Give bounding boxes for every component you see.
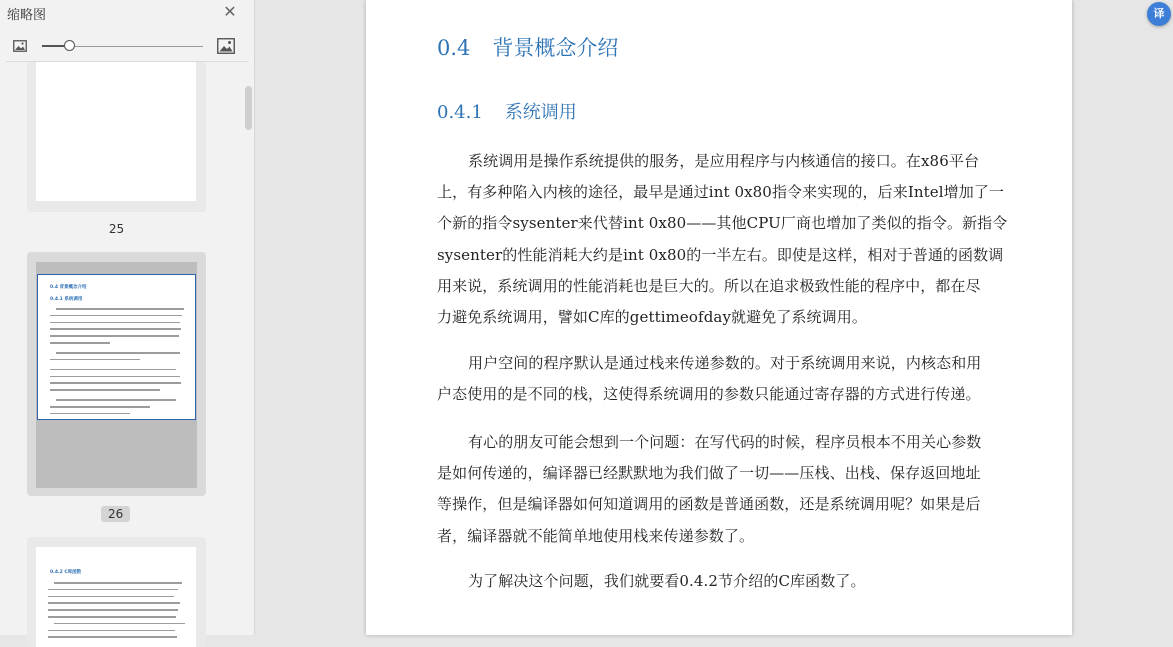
thumbnail-text-line	[48, 596, 174, 598]
thumbnail-page-image	[36, 547, 196, 647]
paragraph-3-line: 等操作，但是编译器如何知道调用的函数是普通函数，还是系统调用呢？如果是后	[437, 495, 981, 514]
document-page	[366, 0, 1072, 635]
thumbnail-text-line	[50, 382, 181, 384]
thumbnail-page-number: 25	[108, 222, 125, 236]
paragraph-1-line: 系统调用是操作系统提供的服务，是应用程序与内核通信的接口。在x86平台	[468, 152, 980, 170]
paragraph-1-line: 个新的指令sysenter来代替int 0x80——其他CPU厂商也增加了类似的指令。新指令	[437, 214, 1008, 233]
thumbnail-text-line	[50, 315, 182, 317]
thumbnail-text-line	[50, 413, 130, 415]
subsection-title: 系统调用	[504, 102, 577, 123]
thumbnail-text-line	[56, 399, 176, 401]
section-heading	[437, 32, 618, 62]
thumbnail-text-line	[50, 328, 181, 330]
paragraph-1-line: 上，有多种陷入内核的途径，最早是通过int 0x80指令来实现的，后来Intel增加了一	[437, 183, 1005, 202]
thumbnail-page-number-selected: 26	[101, 506, 130, 522]
thumbnail-page-27[interactable]	[27, 537, 206, 647]
thumbnail-heading: 0.4 背景概念介绍	[50, 285, 87, 290]
thumbnail-text-line	[50, 376, 180, 378]
thumbnail-sidebar	[0, 0, 255, 635]
section-number: 0.4	[437, 36, 471, 60]
thumbnail-text-line	[54, 582, 182, 584]
paragraph-3-line: 者，编译器就不能简单地使用栈来传递参数了。	[437, 526, 755, 545]
thumbnail-text-line	[48, 609, 178, 611]
subsection-number: 0.4.1	[437, 102, 483, 123]
image-large-icon[interactable]	[217, 38, 235, 54]
thumbnail-text-line	[48, 602, 180, 604]
subsection-heading	[437, 98, 577, 124]
thumbnail-page-image	[37, 274, 196, 420]
sidebar-scrollbar[interactable]	[245, 86, 252, 130]
thumbnail-text-line	[56, 308, 184, 310]
paragraph-3-line: 是如何传递的，编译器已经默默地为我们做了一切——压栈、出栈、保存返回地址	[437, 464, 981, 483]
paragraph-1-line: 用来说，系统调用的性能消耗也是巨大的。所以在追求极致性能的程序中，都在尽	[437, 276, 981, 295]
thumbnail-text-line	[56, 352, 180, 354]
thumbnail-text-line	[50, 335, 179, 337]
translate-icon[interactable]: 译	[1147, 2, 1171, 26]
thumbnail-text-line	[50, 359, 140, 361]
section-title: 背景概念介绍	[492, 36, 619, 60]
zoom-slider-thumb[interactable]	[64, 40, 75, 51]
thumbnail-page-26[interactable]	[27, 252, 206, 496]
paragraph-2-line: 用户空间的程序默认是通过栈来传递参数的。对于系统调用来说，内核态和用	[468, 354, 982, 372]
thumbnail-text-line	[48, 616, 176, 618]
thumbnail-text-line	[48, 636, 177, 638]
sidebar-title: 缩略图	[7, 8, 47, 23]
thumbnail-page-25[interactable]	[27, 62, 206, 212]
image-small-icon[interactable]	[13, 40, 27, 52]
thumbnail-zoom-control	[0, 36, 255, 58]
close-icon[interactable]: ✕	[223, 2, 237, 21]
thumbnail-text-line	[48, 630, 175, 632]
thumbnail-text-line	[50, 369, 176, 371]
paragraph-1-line: 力避免系统调用，譬如C库的gettimeofday就避免了系统调用。	[437, 308, 867, 326]
paragraph-4-line: 为了解决这个问题，我们就要看0.4.2节介绍的C库函数了。	[468, 572, 866, 590]
paragraph-2-line: 户态使用的是不同的栈，这使得系统调用的参数只能通过寄存器的方式进行传递。	[437, 385, 981, 404]
thumbnail-text-line	[50, 406, 150, 408]
thumbnail-subheading: 0.4.1 系统调用	[50, 297, 83, 302]
paragraph-1-line: sysenter的性能消耗大约是int 0x80的一半左右。即使是这样，相对于普通的函数调	[437, 245, 1004, 264]
thumbnail-text-line	[50, 342, 110, 344]
thumbnail-text-line	[54, 623, 185, 625]
thumbnail-text-line	[50, 322, 180, 324]
thumbnail-page-image	[36, 62, 196, 201]
paragraph-3-line: 有心的朋友可能会想到一个问题：在写代码的时候，程序员根本不用关心参数	[468, 433, 982, 451]
thumbnail-text-line	[50, 389, 160, 391]
thumbnail-text-line	[48, 589, 178, 591]
thumbnail-subheading: 0.4.2 C库函数	[50, 570, 82, 575]
